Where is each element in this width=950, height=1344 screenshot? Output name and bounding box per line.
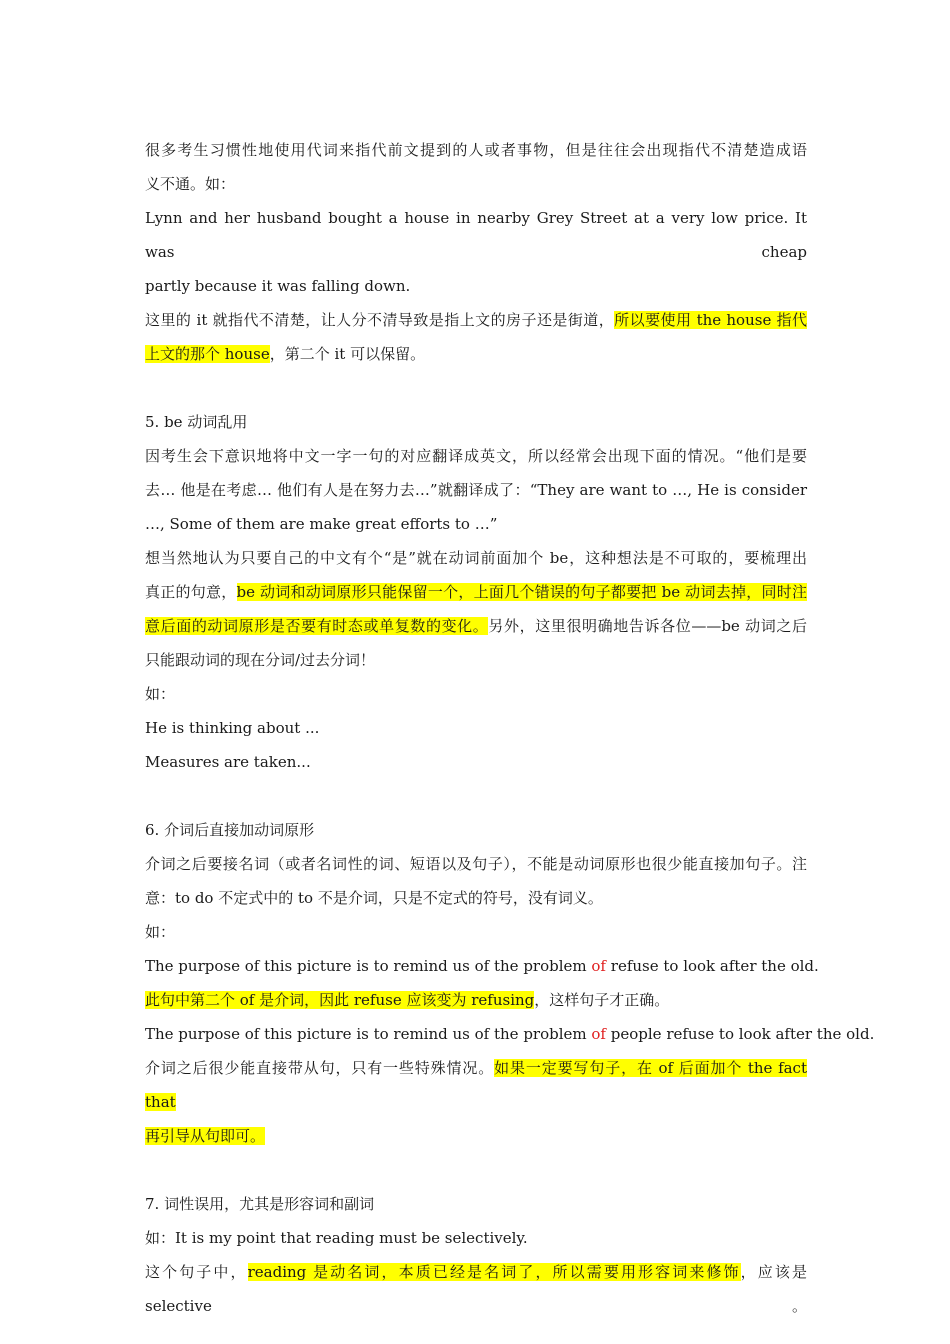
paragraph-line: 想当然地认为只要自己的中文有个“是”就在动词前面加个 be，这种想法是不可取的，要梳理出 — [145, 549, 807, 567]
example-sentence — [145, 949, 819, 983]
paragraph-line: 介词之后要接名词（或者名词性的词、短语以及句子），不能是动词原形也很少能直接加句子。注 — [145, 855, 807, 873]
document-body — [145, 133, 875, 1323]
highlighted-text: 再引导从句即可。 — [145, 1127, 266, 1145]
paragraph-line: 意：to do 不定式中的 to 不是介词，只是不定式的符号，没有词义。 — [145, 889, 603, 907]
section-heading: 7. 词性误用，尤其是形容词和副词 — [145, 1195, 375, 1213]
example-sentence: 如：It is my point that reading must be selectively. — [145, 1229, 528, 1247]
paragraph-line: …, Some of them are make great efforts to …” — [145, 515, 498, 533]
blank-line — [145, 371, 807, 405]
text-run: 这个句子中， — [145, 1263, 248, 1281]
section-heading: 5. be 动词乱用 — [145, 413, 248, 431]
paragraph-line: 如： — [145, 685, 176, 703]
example-sentence: Lynn and her husband bought a house in nearby Grey Street at a very low price. It was cheap — [145, 209, 807, 261]
highlighted-text: 如果一定要写句子，在 of 后面加个 the fact that — [145, 1059, 807, 1111]
paragraph-line — [145, 983, 807, 1017]
paragraph-line: 义不通。如： — [145, 175, 236, 193]
paragraph-line: 如： — [145, 923, 176, 941]
text-run: ，应该是 selective。 — [145, 1263, 807, 1315]
text-run: ，第二个 it 可以保留。 — [269, 345, 426, 363]
paragraph-line — [145, 1051, 807, 1119]
example-sentence — [145, 1017, 875, 1051]
highlighted-text: 所以要使用 the house 指代 — [614, 311, 807, 329]
error-word: of — [591, 957, 606, 975]
text-run: 介词之后很少能直接带从句，只有一些特殊情况。 — [145, 1059, 495, 1077]
example-sentence: Measures are taken... — [145, 753, 311, 771]
highlighted-text: 此句中第二个 of 是介词，因此 refuse 应该变为 refusing — [145, 991, 535, 1009]
text-run: The purpose of this picture is to remind us of the problem — [145, 1025, 592, 1043]
paragraph-line — [145, 303, 807, 337]
highlighted-text: 上文的那个 house — [145, 345, 270, 363]
blank-line — [145, 1153, 807, 1187]
blank-line — [145, 779, 807, 813]
text-run: refuse to look after the old. — [606, 957, 819, 975]
paragraph-line: 只能跟动词的现在分词/过去分词！ — [145, 651, 376, 669]
text-run: 真正的句意， — [145, 583, 237, 601]
text-run: ，这样句子才正确。 — [534, 991, 670, 1009]
text-run: people refuse to look after the old. — [606, 1025, 875, 1043]
paragraph-line — [145, 575, 807, 609]
error-word: of — [591, 1025, 606, 1043]
paragraph-line — [145, 1255, 807, 1323]
text-run: The purpose of this picture is to remind us of the problem — [145, 957, 592, 975]
highlighted-text: reading 是动名词，本质已经是名词了，所以需要用形容词来修饰 — [247, 1263, 741, 1281]
section-heading: 6. 介词后直接加动词原形 — [145, 821, 315, 839]
paragraph-line: 因考生会下意识地将中文一字一句的对应翻译成英文，所以经常会出现下面的情况。“他们是要 — [145, 447, 807, 465]
paragraph-line — [145, 609, 807, 643]
highlighted-text: 意后面的动词原形是否要有时态或单复数的变化。 — [145, 617, 489, 635]
highlighted-text: be 动词和动词原形只能保留一个，上面几个错误的句子都要把 be 动词去掉，同时注 — [236, 583, 807, 601]
text-run: 另外，这里很明确地告诉各位——be 动词之后 — [488, 617, 808, 635]
example-sentence: He is thinking about ... — [145, 719, 320, 737]
text-run: 这里的 it 就指代不清楚，让人分不清导致是指上文的房子还是街道， — [145, 311, 615, 329]
example-sentence: partly because it was falling down. — [145, 277, 411, 295]
paragraph-line: 去… 他是在考虑… 他们有人是在努力去…”就翻译成了：“They are want to …, He is consider — [145, 481, 807, 499]
paragraph-line — [145, 337, 807, 371]
paragraph-line — [145, 1119, 807, 1153]
paragraph-line: 很多考生习惯性地使用代词来指代前文提到的人或者事物，但是往往会出现指代不清楚造成语 — [145, 141, 807, 159]
